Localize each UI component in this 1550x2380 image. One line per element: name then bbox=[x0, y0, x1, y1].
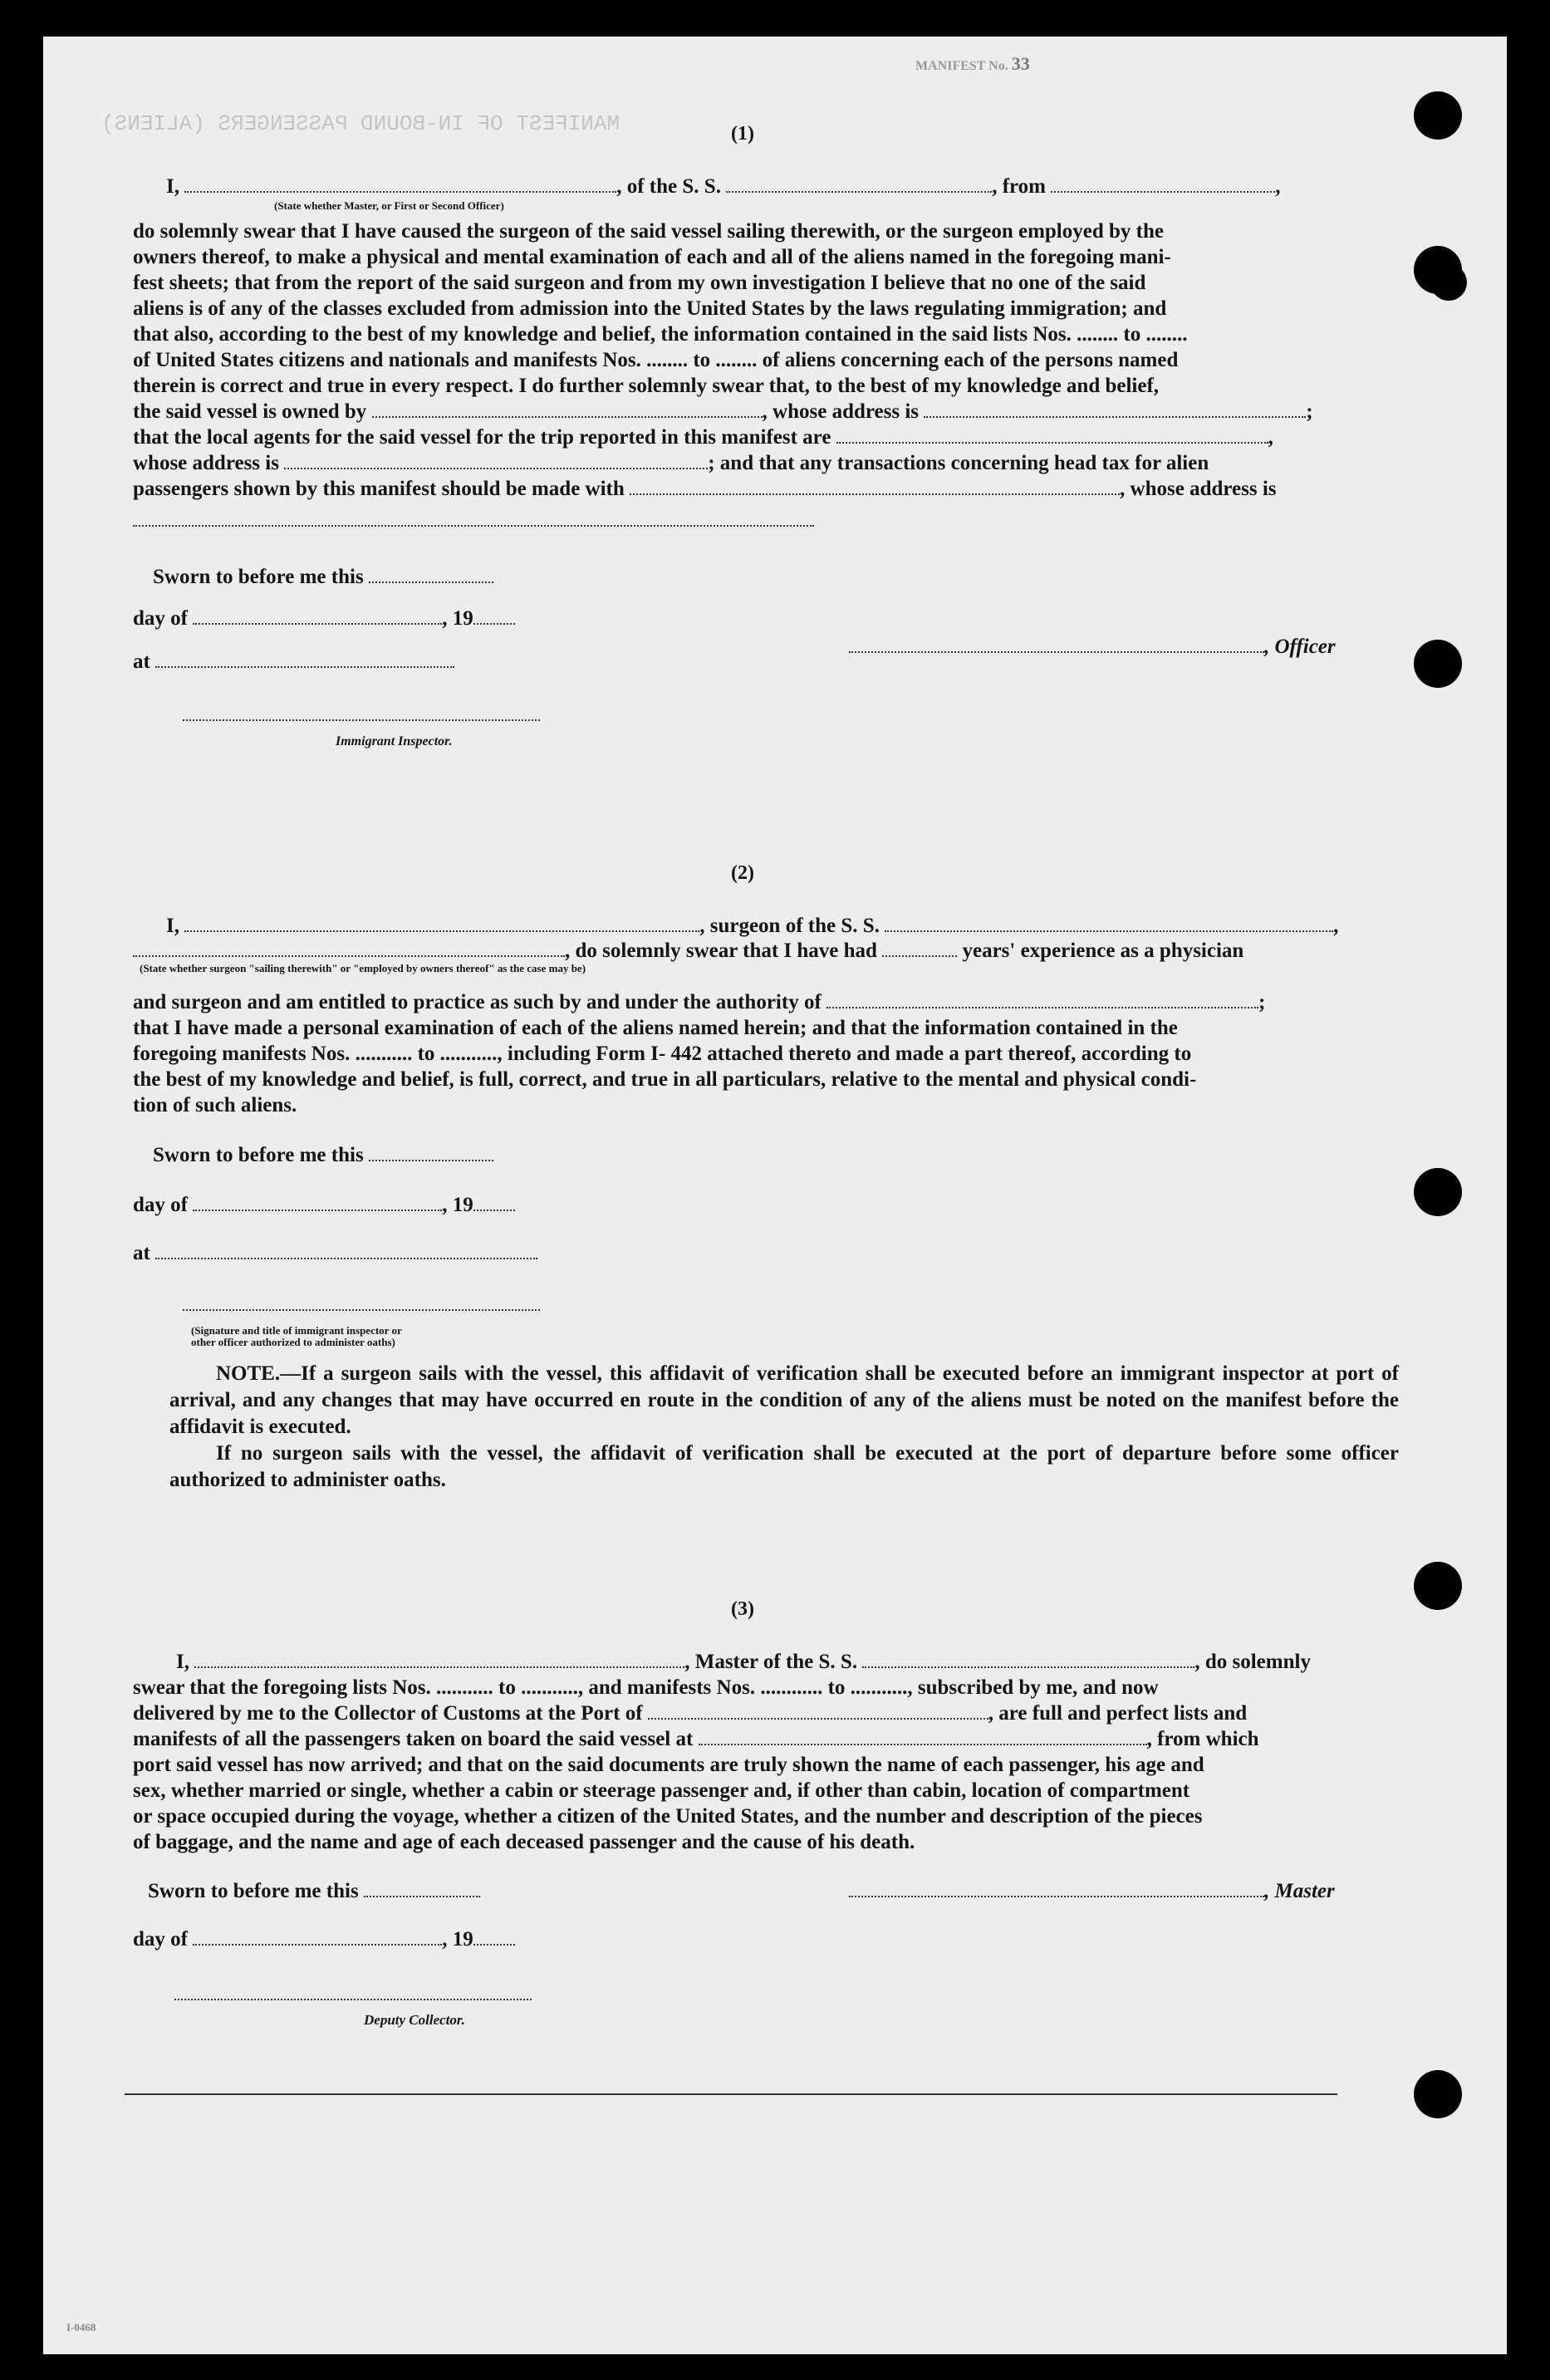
signature-caption-2: other officer authorized to administer oaths) bbox=[191, 1336, 395, 1348]
surgeon-caption: (State whether surgeon "sailing therewith" or "employed by owners thereof" as the case may be) bbox=[140, 962, 586, 974]
section-1-sworn: Sworn to before me this bbox=[153, 565, 493, 590]
section-1-owned-line: the said vessel is owned by , whose address is ; bbox=[133, 400, 1313, 423]
section-1-para-4: aliens is of any of the classes excluded from admission into the United States by the laws regulating immigration; and bbox=[133, 297, 1167, 320]
binder-hole bbox=[1414, 2070, 1462, 2118]
section-2-para-2: that I have made a personal examination of each of the aliens named herein; and that the information contained in the bbox=[133, 1017, 1178, 1039]
manifest-page bbox=[43, 37, 1507, 2354]
binder-hole bbox=[1414, 1168, 1462, 1216]
immigrant-inspector-caption: Immigrant Inspector. bbox=[336, 734, 453, 748]
section-1-para-1: do solemnly swear that I have caused the surgeon of the said vessel sailing therewith, or the surgeon employed by the bbox=[133, 220, 1164, 243]
section-1-para-7: therein is correct and true in every respect. I do further solemnly swear that, to the best of my knowledge and belief, bbox=[133, 375, 1160, 397]
section-2-para-1: and surgeon and am entitled to practice as such by and under the authority of ; bbox=[133, 991, 1266, 1013]
bottom-rule bbox=[125, 2093, 1337, 2095]
section-2-number: (2) bbox=[731, 862, 754, 884]
section-3-sworn: Sworn to before me this bbox=[148, 1879, 480, 1904]
section-3-para-3: manifests of all the passengers taken on board the said vessel at , from which bbox=[133, 1728, 1259, 1750]
section-1-agents-line: that the local agents for the said vessel for the trip reported in this manifest are , bbox=[133, 426, 1273, 449]
section-3-number: (3) bbox=[731, 1598, 754, 1620]
section-2-at: at bbox=[133, 1241, 537, 1266]
section-3-master: , Master bbox=[849, 1879, 1335, 1904]
section-1-day-of: day of , 19 bbox=[133, 606, 515, 631]
section-1-address-blank bbox=[133, 523, 814, 527]
section-3-para-1: swear that the foregoing lists Nos. ........... to ..........., and manifests Nos. ............ to ..........., subscribed by me, and now bbox=[133, 1676, 1159, 1699]
section-1-para-2: owners thereof, to make a physical and mental examination of each and all of the aliens named in the foregoing mani- bbox=[133, 246, 1171, 268]
section-2-para-4: the best of my knowledge and belief, is full, correct, and true in all particulars, relative to the mental and physical condi- bbox=[133, 1068, 1197, 1091]
section-2-para-3: foregoing manifests Nos. ........... to ..........., including Form I- 442 attached thereto and made a part thereof, according to bbox=[133, 1043, 1192, 1065]
section-2-day-of: day of , 19 bbox=[133, 1193, 515, 1218]
section-3-para-6: or space occupied during the voyage, whether a citizen of the United States, and the number and description of the pieces bbox=[133, 1805, 1203, 1828]
binder-hole bbox=[1430, 264, 1467, 301]
deputy-signature-line bbox=[174, 1997, 532, 2000]
note-paragraph-1: NOTE.—If a surgeon sails with the vessel, this affidavit of verification shall be executed before an immigrant inspector at port of arrival, and any changes that may have occurred en route in the condition of any of the aliens must be noted on the manifest before the affidavit is executed. bbox=[169, 1362, 1399, 1438]
signature-caption-1: (Signature and title of immigrant inspector or bbox=[191, 1324, 402, 1337]
section-1-para-5: that also, according to the best of my knowledge and belief, the information contained in the said lists Nos. ........ to ........ bbox=[133, 323, 1188, 346]
section-2-line-2: , do solemnly swear that I have had years' experience as a physician bbox=[133, 939, 1243, 964]
section-1-number: (1) bbox=[731, 123, 754, 145]
section-1-officer: , Officer bbox=[849, 635, 1336, 660]
form-title-bleed: MANIFEST OF IN-BOUND PASSENGERS (ALIENS) bbox=[101, 111, 620, 136]
section-3-para-5: sex, whether married or single, whether a cabin or steerage passenger and, if other than cabin, location of compartment bbox=[133, 1779, 1190, 1802]
form-number: I-0468 bbox=[66, 2321, 96, 2333]
section-3-line-1: I, , Master of the S. S. , do solemnly bbox=[176, 1651, 1311, 1673]
section-1-para-6: of United States citizens and nationals and manifests Nos. ........ to ........ of aliens concerning each of the persons named bbox=[133, 349, 1179, 371]
master-caption: (State whether Master, or First or Second Officer) bbox=[274, 199, 504, 212]
binder-hole bbox=[1414, 640, 1462, 688]
binder-hole bbox=[1414, 1562, 1462, 1610]
section-3-para-2: delivered by me to the Collector of Customs at the Port of , are full and perfect lists and bbox=[133, 1702, 1248, 1725]
section-2-para-5: tion of such aliens. bbox=[133, 1094, 297, 1116]
manifest-number-label: MANIFEST No. 33 bbox=[915, 53, 1030, 74]
section-2-sworn: Sworn to before me this bbox=[153, 1143, 493, 1168]
section-1-para-3: fest sheets; that from the report of the said surgeon and from my own investigation I believe that no one of the said bbox=[133, 272, 1146, 294]
section-1-line-1: I, , of the S. S. , from , bbox=[166, 175, 1281, 198]
section-2-signature-line bbox=[183, 1308, 540, 1311]
section-1-passengers-line: passengers shown by this manifest should be made with , whose address is bbox=[133, 478, 1277, 500]
section-3-day-of: day of , 19 bbox=[133, 1927, 515, 1952]
section-1-address-line: whose address is ; and that any transactions concerning head tax for alien bbox=[133, 452, 1209, 474]
note-paragraph-2: If no surgeon sails with the vessel, the affidavit of verification shall be executed at the port of departure before some officer authorized to administer oaths. bbox=[169, 1442, 1399, 1491]
inspector-signature-line bbox=[183, 718, 540, 721]
binder-hole bbox=[1414, 91, 1462, 140]
section-3-para-4: port said vessel has now arrived; and that on the said documents are truly shown the name of each passenger, his age and bbox=[133, 1754, 1204, 1776]
section-1-at: at bbox=[133, 650, 454, 675]
deputy-collector-caption: Deputy Collector. bbox=[364, 2012, 465, 2028]
section-2-line-1: I, , surgeon of the S. S. , bbox=[166, 915, 1339, 937]
section-3-para-7: of baggage, and the name and age of each deceased passenger and the cause of his death. bbox=[133, 1831, 915, 1853]
